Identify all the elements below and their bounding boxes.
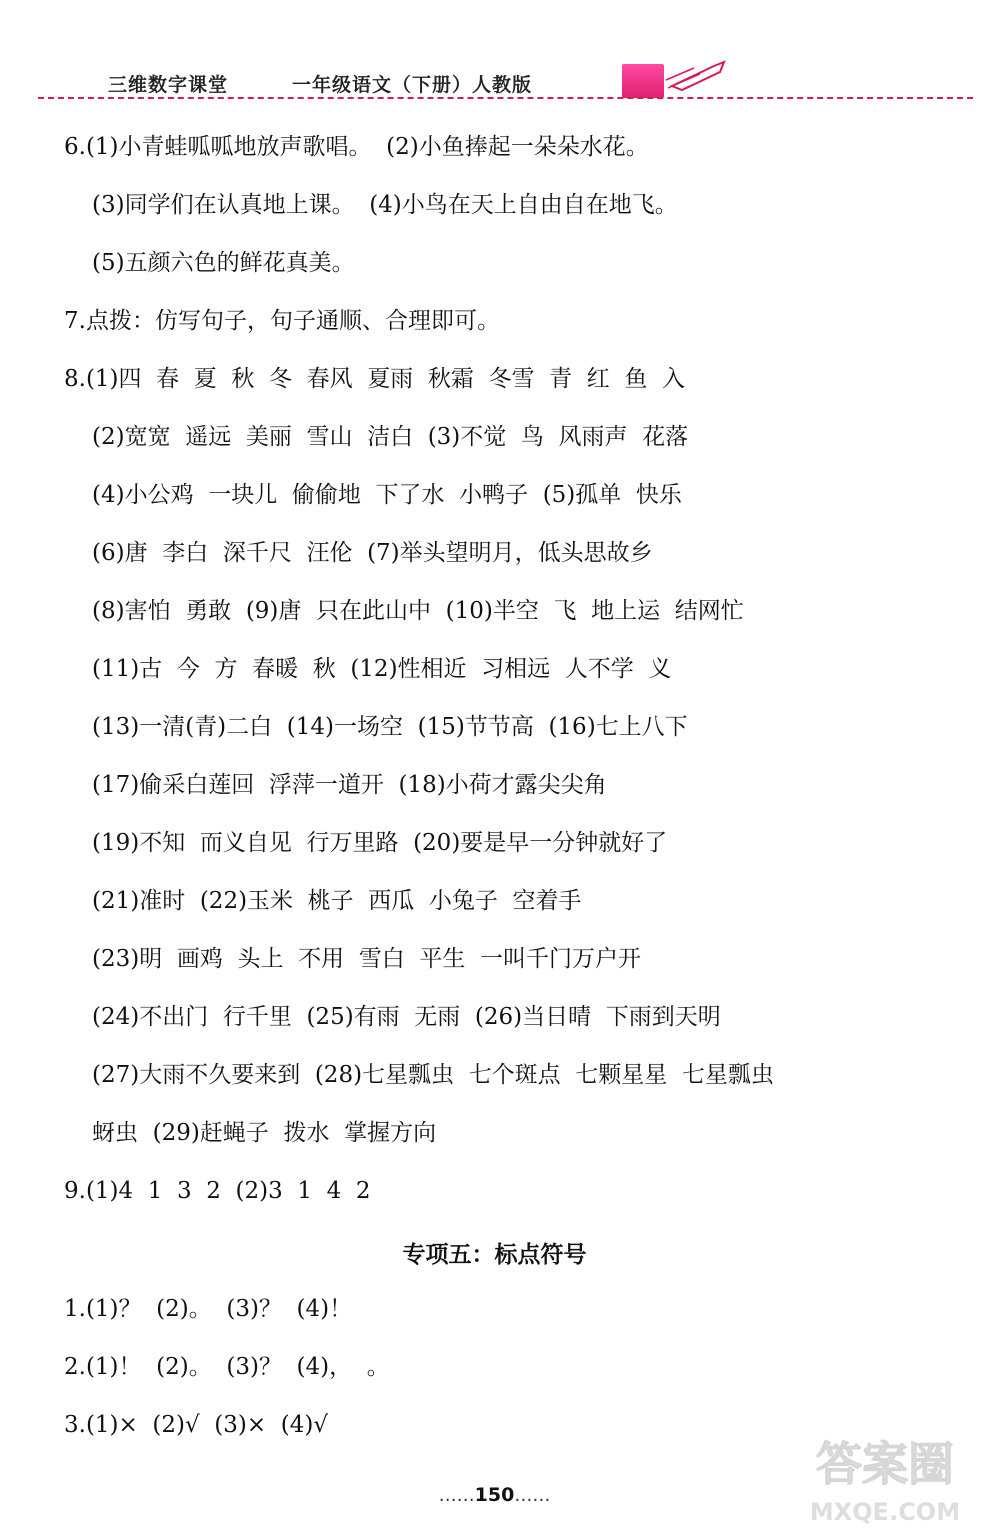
answer-line: (17)偷采白莲回 浮萍一道开 (18)小荷才露尖尖角 bbox=[92, 772, 607, 798]
answer-line: (6)唐 李白 深千尺 汪伦 (7)举头望明月，低头思故乡 bbox=[92, 540, 653, 566]
answer-line: (3)同学们在认真地上课。 (4)小鸟在天上自由自在地飞。 bbox=[92, 192, 678, 218]
footer-dots-right: …… bbox=[514, 1485, 551, 1506]
answer-line: 2.(1)！ (2)。 (3)？ (4)， 。 bbox=[64, 1354, 390, 1380]
answer-line: (27)大雨不久要来到 (28)七星瓢虫 七个斑点 七颗星星 七星瓢虫 bbox=[92, 1062, 774, 1088]
answer-line: (11)古 今 方 春暖 秋 (12)性相近 习相远 人不学 义 bbox=[92, 656, 672, 682]
answer-line: (23)明 画鸡 头上 不用 雪白 平生 一叫千门万户开 bbox=[92, 946, 641, 972]
answer-line: 7.点拨：仿写句子，句子通顺、合理即可。 bbox=[64, 308, 500, 334]
answer-line: 蚜虫 (29)赶蝇子 拨水 掌握方向 bbox=[92, 1120, 437, 1146]
watermark-sub: MXQE.COM bbox=[809, 1498, 961, 1526]
answer-line: (4)小公鸡 一块儿 偷偷地 下了水 小鸭子 (5)孤单 快乐 bbox=[92, 482, 682, 508]
watermark-logo bbox=[790, 1390, 980, 1530]
answer-line: 3.(1)× (2)√ (3)× (4)√ bbox=[64, 1412, 328, 1438]
footer-dots-left: …… bbox=[438, 1485, 475, 1506]
answer-line: (2)宽宽 遥远 美丽 雪山 洁白 (3)不觉 鸟 风雨声 花落 bbox=[92, 424, 689, 450]
answer-line: (21)准时 (22)玉米 桃子 西瓜 小兔子 空着手 bbox=[92, 888, 582, 914]
section-title: 专项五：标点符号 bbox=[402, 1242, 587, 1268]
answer-line: (19)不知 而义自见 行万里路 (20)要是早一分钟就好了 bbox=[92, 830, 668, 856]
header-subject: 一年级语文（下册）人教版 bbox=[292, 74, 533, 96]
answer-line: (24)不出门 行千里 (25)有雨 无雨 (26)当日晴 下雨到天明 bbox=[92, 1004, 721, 1030]
answer-line: 9.(1)4 1 3 2 (2)3 1 4 2 bbox=[64, 1178, 371, 1204]
page-number: 150 bbox=[474, 1484, 515, 1506]
answer-line: (8)害怕 勇敢 (9)唐 只在此山中 (10)半空 飞 地上运 结网忙 bbox=[92, 598, 744, 624]
answer-line: 1.(1)？ (2)。 (3)？ (4)！ bbox=[64, 1296, 353, 1322]
watermark-main: 答案圈 bbox=[816, 1437, 954, 1491]
answer-line: 8.(1)四 春 夏 秋 冬 春风 夏雨 秋霜 冬雪 青 红 鱼 入 bbox=[64, 366, 685, 392]
header-brand: 三维数字课堂 bbox=[108, 74, 229, 96]
answer-line: 6.(1)小青蛙呱呱地放声歌唱。 (2)小鱼捧起一朵朵水花。 bbox=[64, 134, 649, 160]
answer-line: (13)一清(青)二白 (14)一场空 (15)节节高 (16)七上八下 bbox=[92, 714, 688, 740]
answer-line: (5)五颜六色的鲜花真美。 bbox=[92, 250, 355, 276]
